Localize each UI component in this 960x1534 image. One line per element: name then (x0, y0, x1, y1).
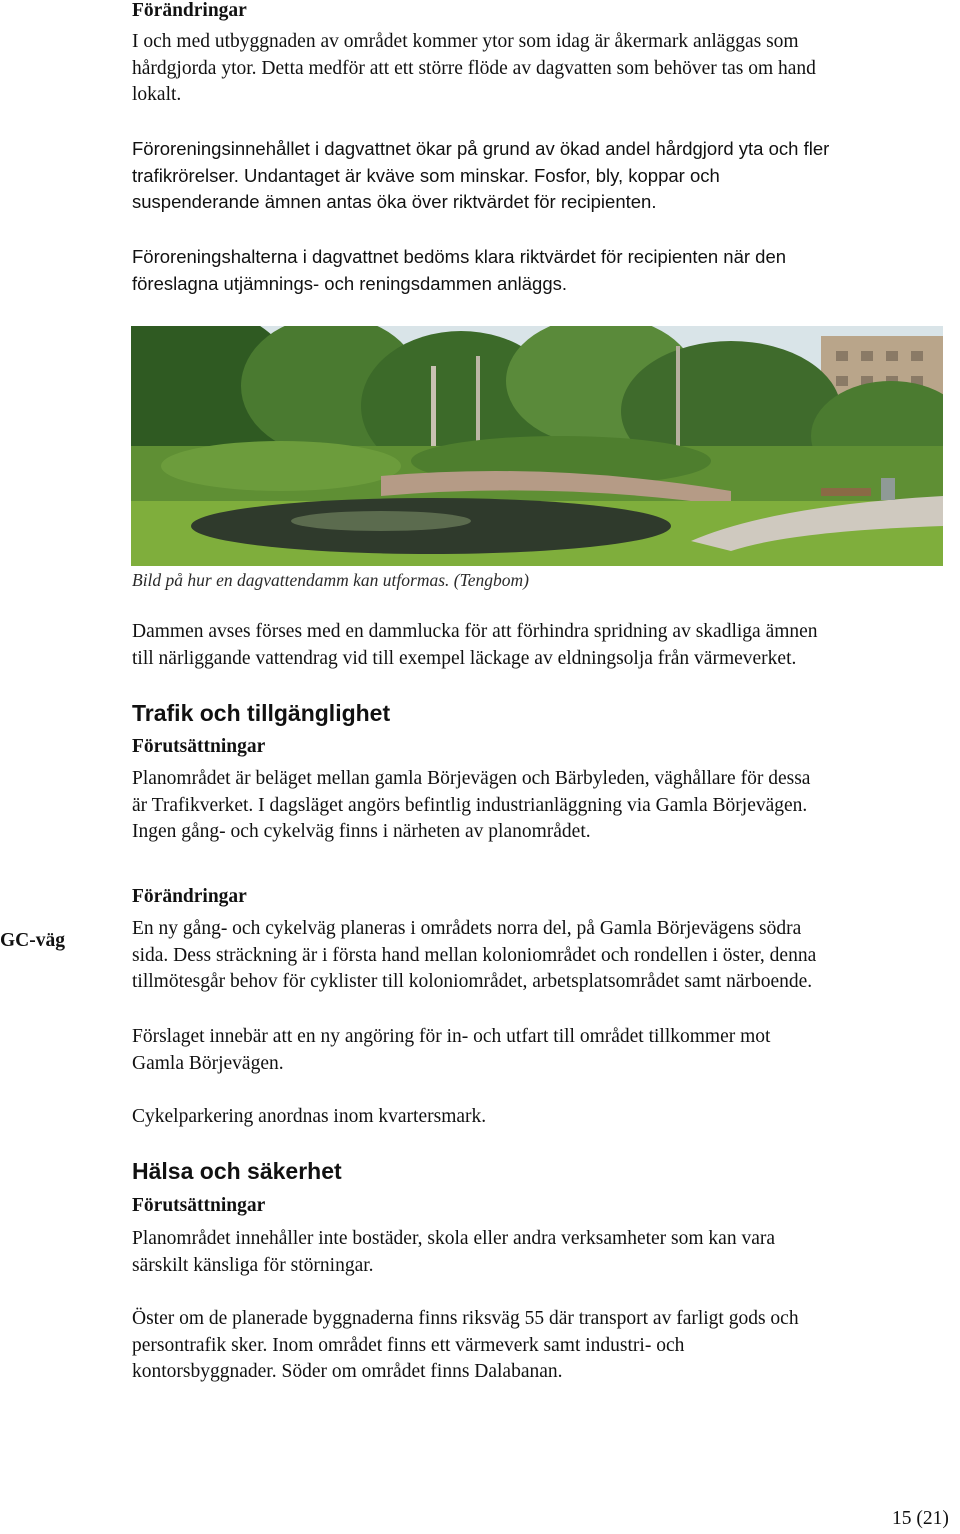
paragraph-gc-vag: En ny gång- och cykelväg planeras i områdets norra del, på Gamla Börjevägens södra sida. Dess sträckning är i första hand mellan koloniområdet och rondellen i öster, denna tillmötesgår behov för cyklister till koloniområdet, arbetsplatsområdet samt närboende. (132, 918, 817, 992)
margin-note-gc-vag: GC-väg (0, 930, 65, 951)
subheading-forandringar-dagvatten: Förändringar (132, 0, 247, 21)
paragraph-cykelparkering: Cykelparkering anordnas inom kvartersmark. (132, 1106, 487, 1127)
paragraph-planomrade-trafik: Planområdet är beläget mellan gamla Börjevägen och Bärbyleden, väghållare för dessa är Trafikverket. I dagsläget angörs befintlig industrianläggning via Gamla Börjevägen. Ingen gång- och cykelväg finns i närheten av planområdet. (132, 768, 811, 842)
pond-photo-illustration (131, 326, 943, 566)
page-number: 15 (21) (892, 1508, 949, 1529)
subheading-forutsattningar-halsa: Förutsättningar (132, 1195, 266, 1216)
paragraph-fororeningshalter: Föroreningshalterna i dagvattnet bedöms klara riktvärdet för recipienten när den föreslagna utjämnings- och reningsdammen anläggs. (132, 246, 787, 294)
subheading-forutsattningar-trafik: Förutsättningar (132, 736, 266, 757)
heading-halsa: Hälsa och säkerhet (132, 1158, 342, 1184)
paragraph-fororeningsinnehall: Föroreningsinnehållet i dagvattnet ökar på grund av ökad andel hårdgjord yta och fler trafikrörelser. Undantaget är kväve som minskar. Fosfor, bly, koppar och suspenderande ämnen antas öka över riktvärdet för recipienten. (132, 138, 830, 212)
heading-trafik: Trafik och tillgänglighet (132, 700, 391, 726)
pond-photo (131, 326, 943, 566)
paragraph-planomrade-halsa: Planområdet innehåller inte bostäder, skola eller andra verksamheter som kan vara särskilt känsliga för störningar. (132, 1228, 776, 1276)
photo-bin (881, 478, 895, 500)
photo-caption: Bild på hur en dagvattendamm kan utformas. (Tengbom) (132, 570, 529, 590)
paragraph-riksvag: Öster om de planerade byggnaderna finns riksväg 55 där transport av farligt gods och persontrafik sker. Inom området finns ett värmeverk samt industri- och kontorsbyggnader. Söder om området finns Dalabanan. (132, 1308, 799, 1382)
subheading-forandringar-trafik: Förändringar (132, 886, 247, 907)
paragraph-angoring: Förslaget innebär att en ny angöring för in- och utfart till området tillkommer mot Gamla Börjevägen. (132, 1026, 771, 1074)
photo-bench (821, 488, 871, 496)
paragraph-utbyggnad: I och med utbyggnaden av området kommer ytor som idag är åkermark anläggas som hårdgjorda ytor. Detta medför att ett större flöde av dagvatten som behöver tas om hand lokalt. (132, 31, 816, 105)
paragraph-dammlucka: Dammen avses förses med en dammlucka för att förhindra spridning av skadliga ämnen till närliggande vattendrag vid till exempel läckage av eldningsolja från värmeverket. (132, 621, 818, 669)
